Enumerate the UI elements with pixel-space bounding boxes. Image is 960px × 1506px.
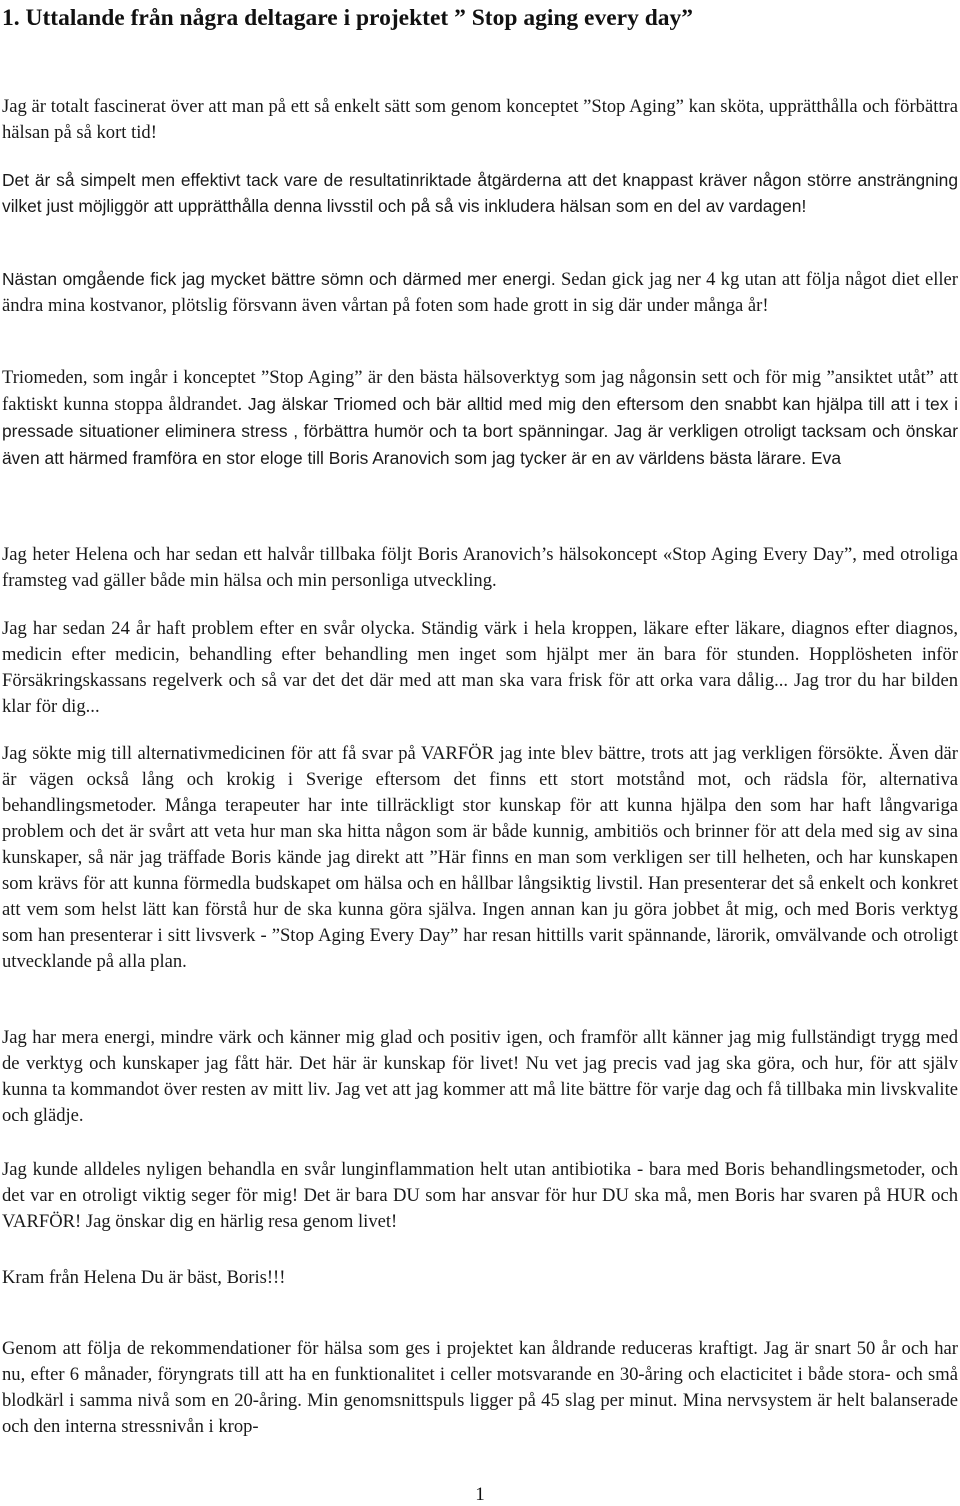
text-run-sleep: Nästan omgående fick jag mycket bättre sömn och därmed mer energi.: [2, 269, 556, 289]
testimonial-rejuvenation: Genom att följa de rekommendationer för hälsa som ges i projektet kan åldrande reduceras kraftigt. Jag är snart 50 år och har nu, efter 6 månader, föryngrats till att ha en funktionalitet i celler motsvarande en 30-åring och elacticitet i både stora- och små blodkärl i samma nivå som en 20-åring. Min genomsnittspuls ligger på 45 slag per minut. Mina nervsystem är helt balanserade och den interna stressnivån i krop-: [2, 1338, 958, 1437]
testimonial-helena-search: Jag sökte mig till alternativmedicinen för att få svar på VARFÖR jag inte blev bättre, trots att jag verkligen försökte. Även där är vägen också lång och krokig i Sverige eftersom det finns ett stort motstånd mot, och rädsla för, alternativa behandlingsmetoder. Många terapeuter har inte tillräckligt stor kunskap för att kunna hjälpa den som har haft långvariga problem och det är svårt att veta hur man ska hitta någon som är både kunnig, ambitiös och brinner för att dela med sig av sina kunskaper, så när jag träffade Boris kände jag direkt att ”Här finns en man som verkligen ser till helheten, och har kunskapen som krävs för att kunna förmedla budskapet om hälsa och en hållbar långsiktig livstil. Han presenterar det så enkelt och konkret att vem som helst lätt kan förstå hur de ska kunna göra själva. Ingen annan kan ju göra jobbet åt mig, och med Boris verktyg som han presenterar i sitt livsverk - ”Stop Aging Every Day” har resan hittills varit spännande, lärorik, omvälvande och otroligt utvecklande på alla plan.: [2, 743, 958, 972]
testimonial-helena-history: Jag har sedan 24 år haft problem efter en svår olycka. Ständig värk i hela kroppen, läkare efter läkare, diagnos efter diagnos, medicin efter medicin, behandling efter behandling men inget som hjälpt mer än bara för stunden. Hopplösheten inför Försäkringskassans regelverk och så var det det där med att man ska vara frisk för att orka vara dålig... Jag tror du har bilden klar för dig...: [2, 618, 958, 717]
testimonial-helena-pneumonia: Jag kunde alldeles nyligen behandla en svår lunginflammation helt utan antibiotika - bara med Boris behandlingsmetoder, och det var en otroligt viktig seger för mig! Det är bara DU som har ansvar för hur DU ska må, men Boris har svaren på HUR och VARFÖR! Jag önskar dig en härlig resa genom livet!: [2, 1159, 958, 1232]
testimonial-eva-results: [2, 266, 958, 319]
testimonial-eva-intro: Jag är totalt fascinerat över att man på ett så enkelt sätt som genom konceptet ”Stop Aging” kan sköta, upprätthålla och förbättra hälsan på så kort tid!: [2, 96, 958, 143]
text-run-weight: Sedan gick jag ner 4 kg utan att följa något diet eller ändra mina kostvanor, plötslig försvann även vårtan på foten som hade grott in sig där under många år!: [2, 269, 958, 316]
text-run-gratitude: Jag är verkligen otroligt tacksam och önskar även att härmed framföra en stor eloge till Boris Aranovich som jag tycker är en av världens bästa lärare. Eva: [2, 421, 959, 468]
testimonial-helena-signoff: Kram från Helena Du är bäst, Boris!!!: [2, 1267, 286, 1288]
page-number: 1: [475, 1484, 485, 1505]
testimonial-eva-triomed: [2, 365, 958, 472]
page-heading: 1. Uttalande från några deltagare i projektet ” Stop aging every day”: [2, 5, 694, 31]
text-run-triomed-intro: Triomeden, som ingår i konceptet ”Stop Aging” är den bästa hälsoverktyg som jag någonsin sett och för mig ”ansiktet utåt” att faktiskt kunna stoppa åldrandet.: [2, 367, 958, 415]
testimonial-helena-intro: Jag heter Helena och har sedan ett halvår tillbaka följt Boris Aranovich’s hälsokoncept «Stop Aging Every Day”, med otroliga framsteg vad gäller både min hälsa och min personliga utveckling.: [2, 544, 958, 591]
testimonial-helena-energy: Jag har mera energi, mindre värk och känner mig glad och positiv igen, och framför allt känner jag mig fullständigt trygg med de verktyg och kunskaper jag fått här. Det här är kunskap för livet! Nu vet jag precis vad jag ska göra, och hur, för att själv kunna ta kommandot över resten av mitt liv. Jag vet att jag kommer att må lite bättre för varje dag och få tillbaka min livskvalite och glädje.: [2, 1027, 958, 1126]
text-run-triomed-love: Jag älskar Triomed och bär alltid med mig den eftersom den snabbt kan hjälpa till att i tex i pressade situationer eliminera stress , förbättra humör och ta bort spänningar.: [2, 394, 958, 441]
testimonial-eva-simplicity: Det är så simpelt men effektivt tack vare de resultatinriktade åtgärderna att det knappast kräver någon större ansträngning vilket just möjliggör att upprätthålla denna livsstil och på så vis inkludera hälsan som en del av vardagen!: [2, 170, 958, 216]
